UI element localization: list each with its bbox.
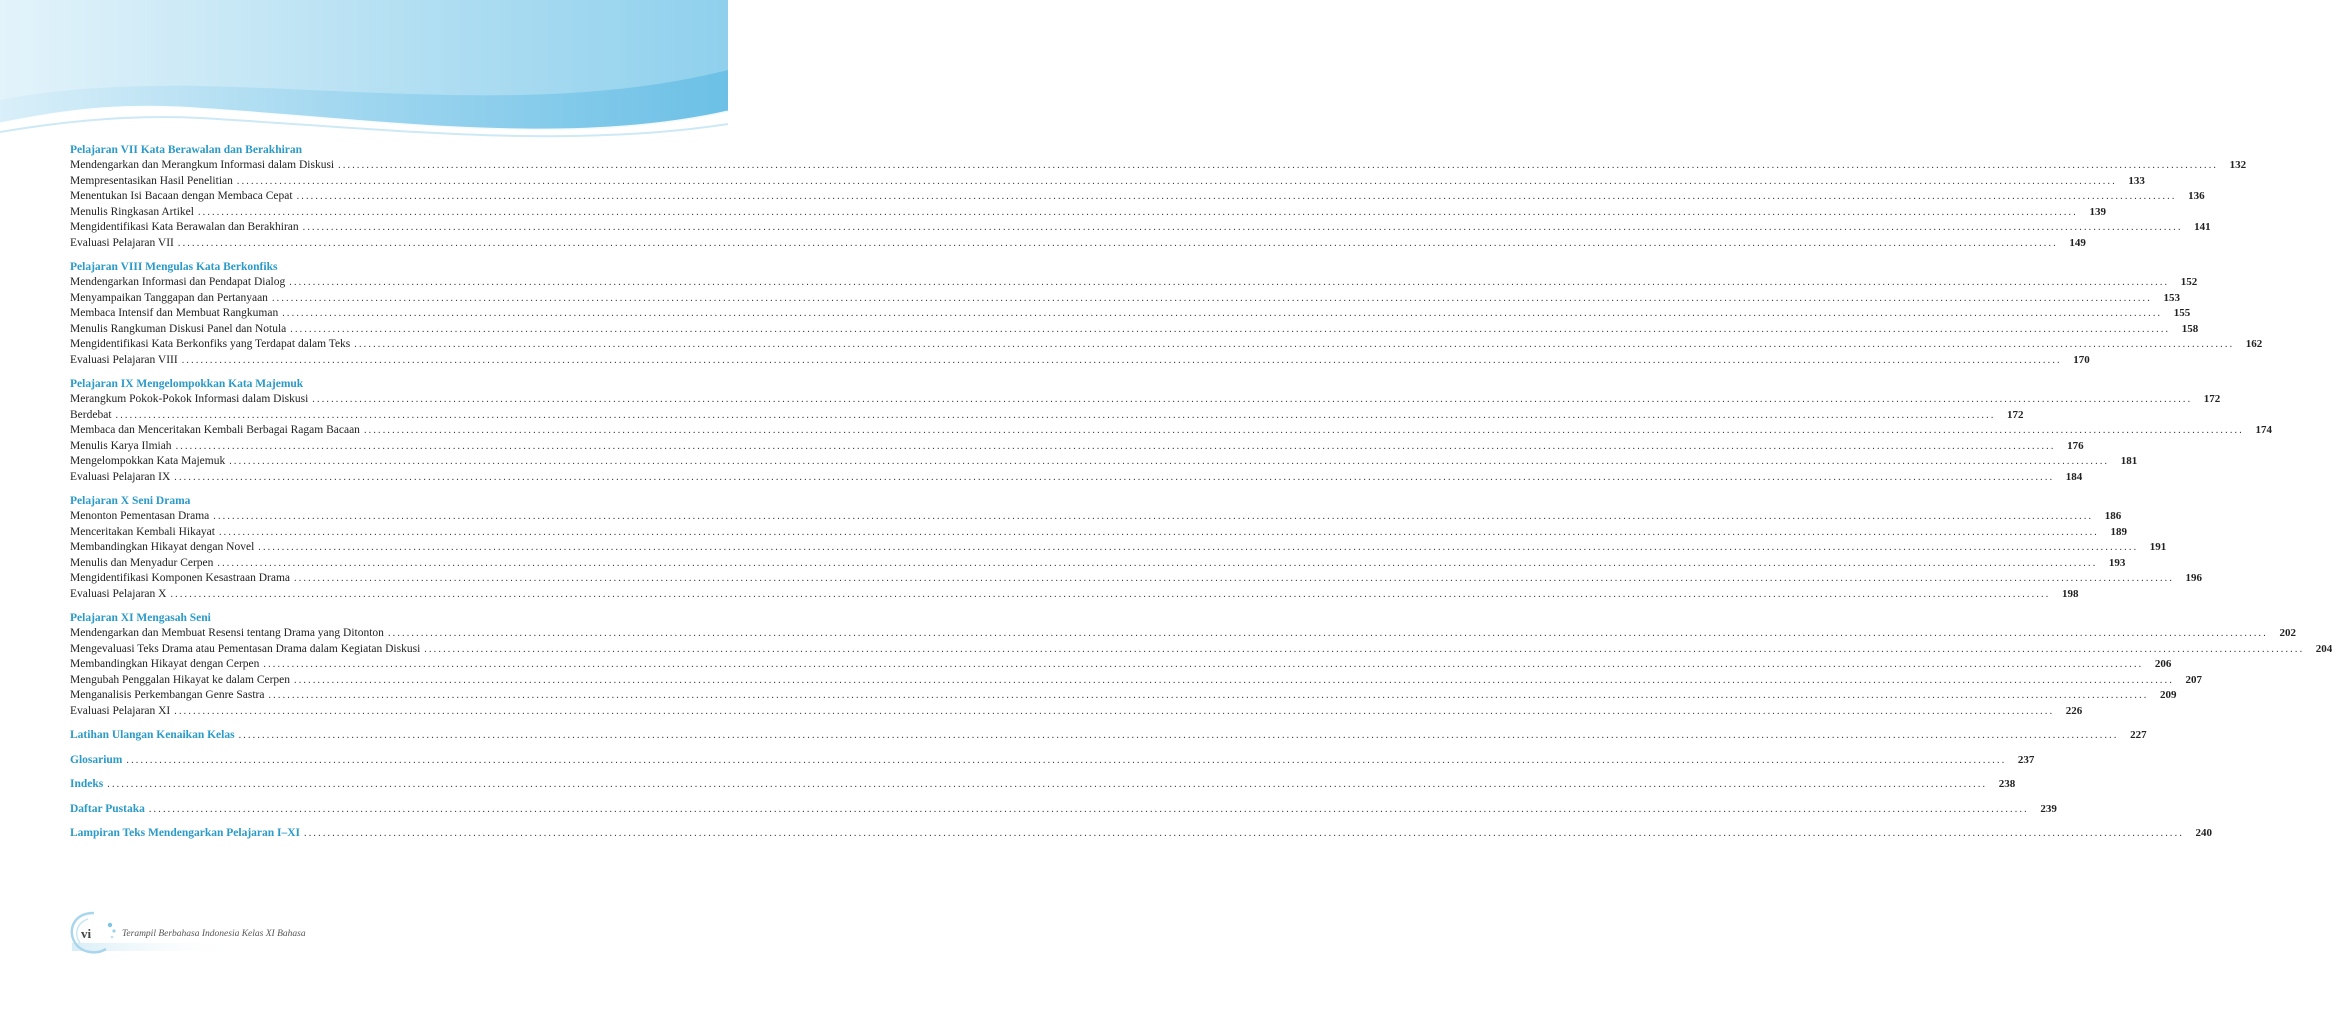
dot-leader: ................................................................................................................................................................................................................................................................................................................................................................................................................ (197, 206, 2078, 218)
entry-label: Mendengarkan dan Merangkum Informasi dalam Diskusi (70, 159, 335, 171)
entry-page: 174 (2255, 424, 2272, 436)
dot-leader: ................................................................................................................................................................................................................................................................................................................................................................................................................ (296, 191, 2177, 202)
dot-leader: ................................................................................................................................................................................................................................................................................................................................................................................................................ (175, 440, 2056, 452)
entry-page: 193 (2108, 556, 2126, 569)
entry-label: Glosarium (70, 753, 123, 766)
toc-entry[interactable] (70, 470, 2083, 486)
toc-entry[interactable] (70, 571, 2203, 587)
entry-label: Mengelompokkan Kata Majemuk (70, 455, 226, 467)
toc-entry[interactable] (70, 174, 2145, 190)
toc-entry[interactable] (70, 275, 2198, 291)
toc-entry[interactable] (70, 454, 2138, 470)
toc-entry[interactable] (70, 291, 2180, 307)
entry-page: 240 (2195, 827, 2213, 839)
toc-entry[interactable] (70, 556, 2126, 572)
entry-page: 172 (2203, 393, 2221, 405)
toc-entry-latihan[interactable] (70, 728, 2147, 744)
dot-leader: ................................................................................................................................................................................................................................................................................................................................................................................................................ (312, 394, 2193, 405)
dot-leader: ................................................................................................................................................................................................................................................................................................................................................................................................................ (174, 471, 2055, 483)
toc-entry-daftar-pustaka[interactable] (70, 802, 2057, 818)
entry-label: Latihan Ulangan Kenaikan Kelas (70, 729, 235, 741)
entry-page: 227 (2130, 729, 2147, 741)
entry-label: Menyampaikan Tanggapan dan Pertanyaan (70, 291, 268, 304)
entry-label: Menulis Ringkasan Artikel (70, 205, 194, 218)
dot-leader: ................................................................................................................................................................................................................................................................................................................................................................................................................ (115, 409, 1996, 421)
entry-label: Evaluasi Pelajaran IX (70, 470, 171, 483)
section-title: Pelajaran IX Mengelompokkan Kata Majemuk (70, 378, 304, 390)
entry-page: 202 (2279, 627, 2296, 639)
dot-leader: ................................................................................................................................................................................................................................................................................................................................................................................................................ (304, 828, 2185, 839)
entry-page: 149 (2069, 236, 2086, 249)
entry-page: 189 (2110, 525, 2127, 538)
toc-section (70, 143, 2247, 251)
toc-section (70, 494, 2203, 602)
entry-page: 162 (2245, 338, 2263, 350)
entry-page: 170 (2073, 353, 2090, 366)
entry-page: 158 (2181, 322, 2199, 335)
toc-entry[interactable] (70, 205, 2106, 221)
entry-page: 155 (2173, 307, 2191, 319)
entry-label: Mendengarkan dan Membuat Resensi tentang Drama yang Ditonton (70, 627, 384, 639)
footer-book-title: Terampil Berbahasa Indonesia Kelas XI Bahasa (122, 929, 306, 939)
entry-label: Lampiran Teks Mendengarkan Pelajaran I–XI (70, 827, 301, 839)
toc-entry[interactable] (70, 509, 2122, 525)
dot-leader: ................................................................................................................................................................................................................................................................................................................................................................................................................ (271, 292, 2152, 304)
toc-entry[interactable] (70, 337, 2263, 353)
dot-leader: ................................................................................................................................................................................................................................................................................................................................................................................................................ (263, 659, 2144, 670)
entry-label: Menulis Rangkuman Diskusi Panel dan Notula (70, 322, 287, 335)
entry-label: Mendengarkan Informasi dan Pendapat Dialog (70, 276, 286, 288)
entry-label: Menentukan Isi Bacaan dengan Membaca Cepat (70, 190, 293, 202)
toc-entry[interactable] (70, 306, 2191, 322)
entry-page: 176 (2067, 439, 2084, 452)
dot-leader: ................................................................................................................................................................................................................................................................................................................................................................................................................ (170, 588, 2051, 600)
toc-entry[interactable] (70, 642, 2332, 658)
dot-leader: ................................................................................................................................................................................................................................................................................................................................................................................................................ (302, 222, 2183, 233)
section-title: Pelajaran XI Mengasah Seni (70, 612, 211, 624)
entry-label: Berdebat (70, 408, 112, 421)
dot-leader: ................................................................................................................................................................................................................................................................................................................................................................................................................ (238, 730, 2119, 741)
entry-page: 226 (2065, 704, 2083, 717)
entry-label: Menceritakan Kembali Hikayat (70, 525, 215, 538)
toc-entry[interactable] (70, 408, 2024, 424)
toc-entry[interactable] (70, 322, 2199, 338)
entry-label: Menganalisis Perkembangan Genre Sastra (70, 689, 265, 701)
entry-label: Membaca dan Menceritakan Kembali Berbagai Ragam Bacaan (70, 424, 360, 436)
dot-leader: ................................................................................................................................................................................................................................................................................................................................................................................................................ (424, 643, 2305, 655)
dot-leader: ................................................................................................................................................................................................................................................................................................................................................................................................................ (258, 542, 2139, 553)
toc-entry[interactable] (70, 220, 2211, 236)
toc-entry[interactable] (70, 587, 2079, 603)
entry-label: Evaluasi Pelajaran X (70, 587, 167, 600)
entry-page: 139 (2089, 205, 2106, 218)
entry-page: 153 (2163, 291, 2180, 304)
entry-page: 152 (2180, 276, 2198, 288)
toc-section (70, 260, 2263, 368)
dot-leader: ................................................................................................................................................................................................................................................................................................................................................................................................................ (338, 160, 2219, 171)
dot-leader: ................................................................................................................................................................................................................................................................................................................................................................................................................ (236, 175, 2117, 187)
toc-entry[interactable] (70, 236, 2086, 252)
entry-label: Membaca Intensif dan Membuat Rangkuman (70, 307, 279, 319)
entry-page: 206 (2154, 658, 2172, 670)
entry-label: Membandingkan Hikayat dengan Novel (70, 541, 255, 553)
toc-entry[interactable] (70, 704, 2083, 720)
dot-leader: ................................................................................................................................................................................................................................................................................................................................................................................................................ (363, 425, 2244, 436)
dot-leader: ................................................................................................................................................................................................................................................................................................................................................................................................................ (289, 277, 2170, 288)
entry-page: 136 (2188, 190, 2205, 202)
entry-page: 209 (2159, 689, 2177, 701)
entry-label: Evaluasi Pelajaran XI (70, 704, 171, 717)
section-title: Pelajaran VIII Mengulas Kata Berkonfiks (70, 261, 278, 273)
toc-entry[interactable] (70, 158, 2247, 174)
dot-leader: ................................................................................................................................................................................................................................................................................................................................................................................................................ (177, 237, 2058, 249)
entry-label: Mengubah Penggalan Hikayat ke dalam Cerpen (70, 673, 291, 686)
toc-entry[interactable] (70, 189, 2205, 205)
entry-page: 133 (2128, 174, 2145, 187)
entry-label: Menulis Karya Ilmiah (70, 439, 172, 452)
dot-leader: ................................................................................................................................................................................................................................................................................................................................................................................................................ (294, 573, 2175, 584)
toc-entry-indeks[interactable] (70, 777, 2016, 793)
dot-leader: ................................................................................................................................................................................................................................................................................................................................................................................................................ (354, 339, 2235, 350)
dot-leader: ................................................................................................................................................................................................................................................................................................................................................................................................................ (217, 557, 2098, 569)
entry-page: 184 (2065, 470, 2083, 483)
entry-page: 239 (2040, 802, 2057, 815)
entry-page: 207 (2185, 673, 2203, 686)
toc-entry[interactable] (70, 439, 2084, 455)
toc-entry[interactable] (70, 540, 2167, 556)
dot-leader: ................................................................................................................................................................................................................................................................................................................................................................................................................ (148, 803, 2029, 815)
toc-section (70, 377, 2272, 485)
dot-leader: ................................................................................................................................................................................................................................................................................................................................................................................................................ (218, 526, 2099, 538)
dot-leader: ................................................................................................................................................................................................................................................................................................................................................................................................................ (126, 754, 2007, 766)
section-title: Pelajaran X Seni Drama (70, 495, 191, 507)
entry-label: Menonton Pementasan Drama (70, 510, 210, 522)
dot-leader: ................................................................................................................................................................................................................................................................................................................................................................................................................ (294, 674, 2175, 686)
entry-label: Mengevaluasi Teks Drama atau Pementasan Drama dalam Kegiatan Diskusi (70, 642, 421, 655)
entry-page: 186 (2104, 510, 2122, 522)
entry-page: 191 (2149, 541, 2167, 553)
dot-leader: ................................................................................................................................................................................................................................................................................................................................................................................................................ (387, 628, 2268, 639)
dot-leader: ................................................................................................................................................................................................................................................................................................................................................................................................................ (268, 690, 2149, 701)
dot-leader: ................................................................................................................................................................................................................................................................................................................................................................................................................ (174, 705, 2055, 717)
dot-leader: ................................................................................................................................................................................................................................................................................................................................................................................................................ (290, 323, 2171, 335)
entry-page: 198 (2061, 587, 2079, 600)
entry-page: 141 (2194, 221, 2211, 233)
toc-entry[interactable] (70, 392, 2221, 408)
entry-label: Mengidentifikasi Kata Berkonfiks yang Terdapat dalam Teks (70, 338, 351, 350)
entry-label: Mempresentasikan Hasil Penelitian (70, 174, 233, 187)
header-wave-decoration (0, 0, 728, 150)
toc-entry[interactable] (70, 673, 2203, 689)
entry-label: Mengidentifikasi Kata Berawalan dan Berakhiran (70, 221, 299, 233)
entry-label: Mengidentifikasi Komponen Kesastraan Drama (70, 572, 291, 584)
toc-entry[interactable] (70, 353, 2090, 369)
dot-leader: ................................................................................................................................................................................................................................................................................................................................................................................................................ (107, 779, 1988, 790)
entry-label: Indeks (70, 778, 104, 790)
entry-page: 181 (2120, 455, 2138, 467)
toc-entry[interactable] (70, 525, 2127, 541)
toc-entry-lampiran[interactable] (70, 826, 2213, 842)
toc-entry-glosarium[interactable] (70, 753, 2035, 769)
toc-entry[interactable] (70, 688, 2177, 704)
entry-label: Menulis dan Menyadur Cerpen (70, 556, 214, 569)
entry-label: Daftar Pustaka (70, 802, 145, 815)
toc-entry[interactable] (70, 626, 2296, 642)
entry-page: 237 (2017, 753, 2035, 766)
toc-entry[interactable] (70, 423, 2272, 439)
toc-entry[interactable] (70, 657, 2172, 673)
toc-section (70, 611, 2332, 719)
entry-label: Evaluasi Pelajaran VIII (70, 353, 178, 366)
dot-leader: ................................................................................................................................................................................................................................................................................................................................................................................................................ (282, 308, 2163, 319)
table-of-contents (70, 143, 2332, 851)
dot-leader: ................................................................................................................................................................................................................................................................................................................................................................................................................ (213, 511, 2094, 522)
entry-label: Membandingkan Hikayat dengan Cerpen (70, 658, 260, 670)
entry-page: 238 (1998, 778, 2016, 790)
entry-page: 204 (2315, 642, 2332, 655)
entry-label: Evaluasi Pelajaran VII (70, 236, 174, 249)
section-title: Pelajaran VII Kata Berawalan dan Berakhiran (70, 144, 303, 156)
page-number: vi (81, 926, 92, 941)
entry-page: 172 (2007, 408, 2024, 421)
entry-label: Merangkum Pokok-Pokok Informasi dalam Diskusi (70, 393, 309, 405)
dot-leader: ................................................................................................................................................................................................................................................................................................................................................................................................................ (229, 456, 2110, 467)
entry-page: 196 (2185, 572, 2203, 584)
dot-leader: ................................................................................................................................................................................................................................................................................................................................................................................................................ (181, 354, 2062, 366)
entry-page: 132 (2229, 159, 2247, 171)
